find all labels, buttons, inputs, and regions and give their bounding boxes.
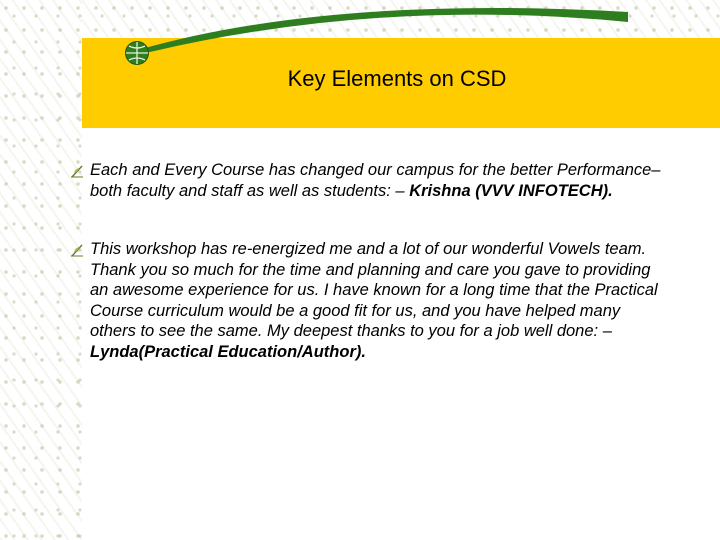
bullet-item	[70, 160, 670, 201]
bullet-text	[90, 160, 670, 201]
quote-attribution: Krishna (VVV INFOTECH).	[409, 181, 613, 200]
quote-text: This workshop has re-energized me and a lot of our wonderful Vowels team. Thank you so much for the time and planning and care you gave to providing an awesome experience for us. I have known for a long time that the Practical Course curriculum would be a good fit for us, and you have helped many others to see the same. My deepest thanks to you for a job well done: –	[90, 240, 658, 340]
bullet-list	[70, 160, 670, 400]
leaf-bullet-icon	[70, 164, 84, 178]
slide-title: Key Elements on CSD	[287, 66, 507, 91]
quote-attribution: Lynda(Practical Education/Author).	[90, 342, 366, 361]
bullet-item	[70, 239, 670, 362]
globe-icon	[124, 40, 150, 66]
bullet-text	[90, 239, 670, 362]
decorative-arc	[0, 0, 720, 60]
quote-text: Each and Every Course has changed our campus for the better Performance–both faculty and staff as well as students: –	[90, 161, 661, 200]
leaf-bullet-icon	[70, 243, 84, 257]
